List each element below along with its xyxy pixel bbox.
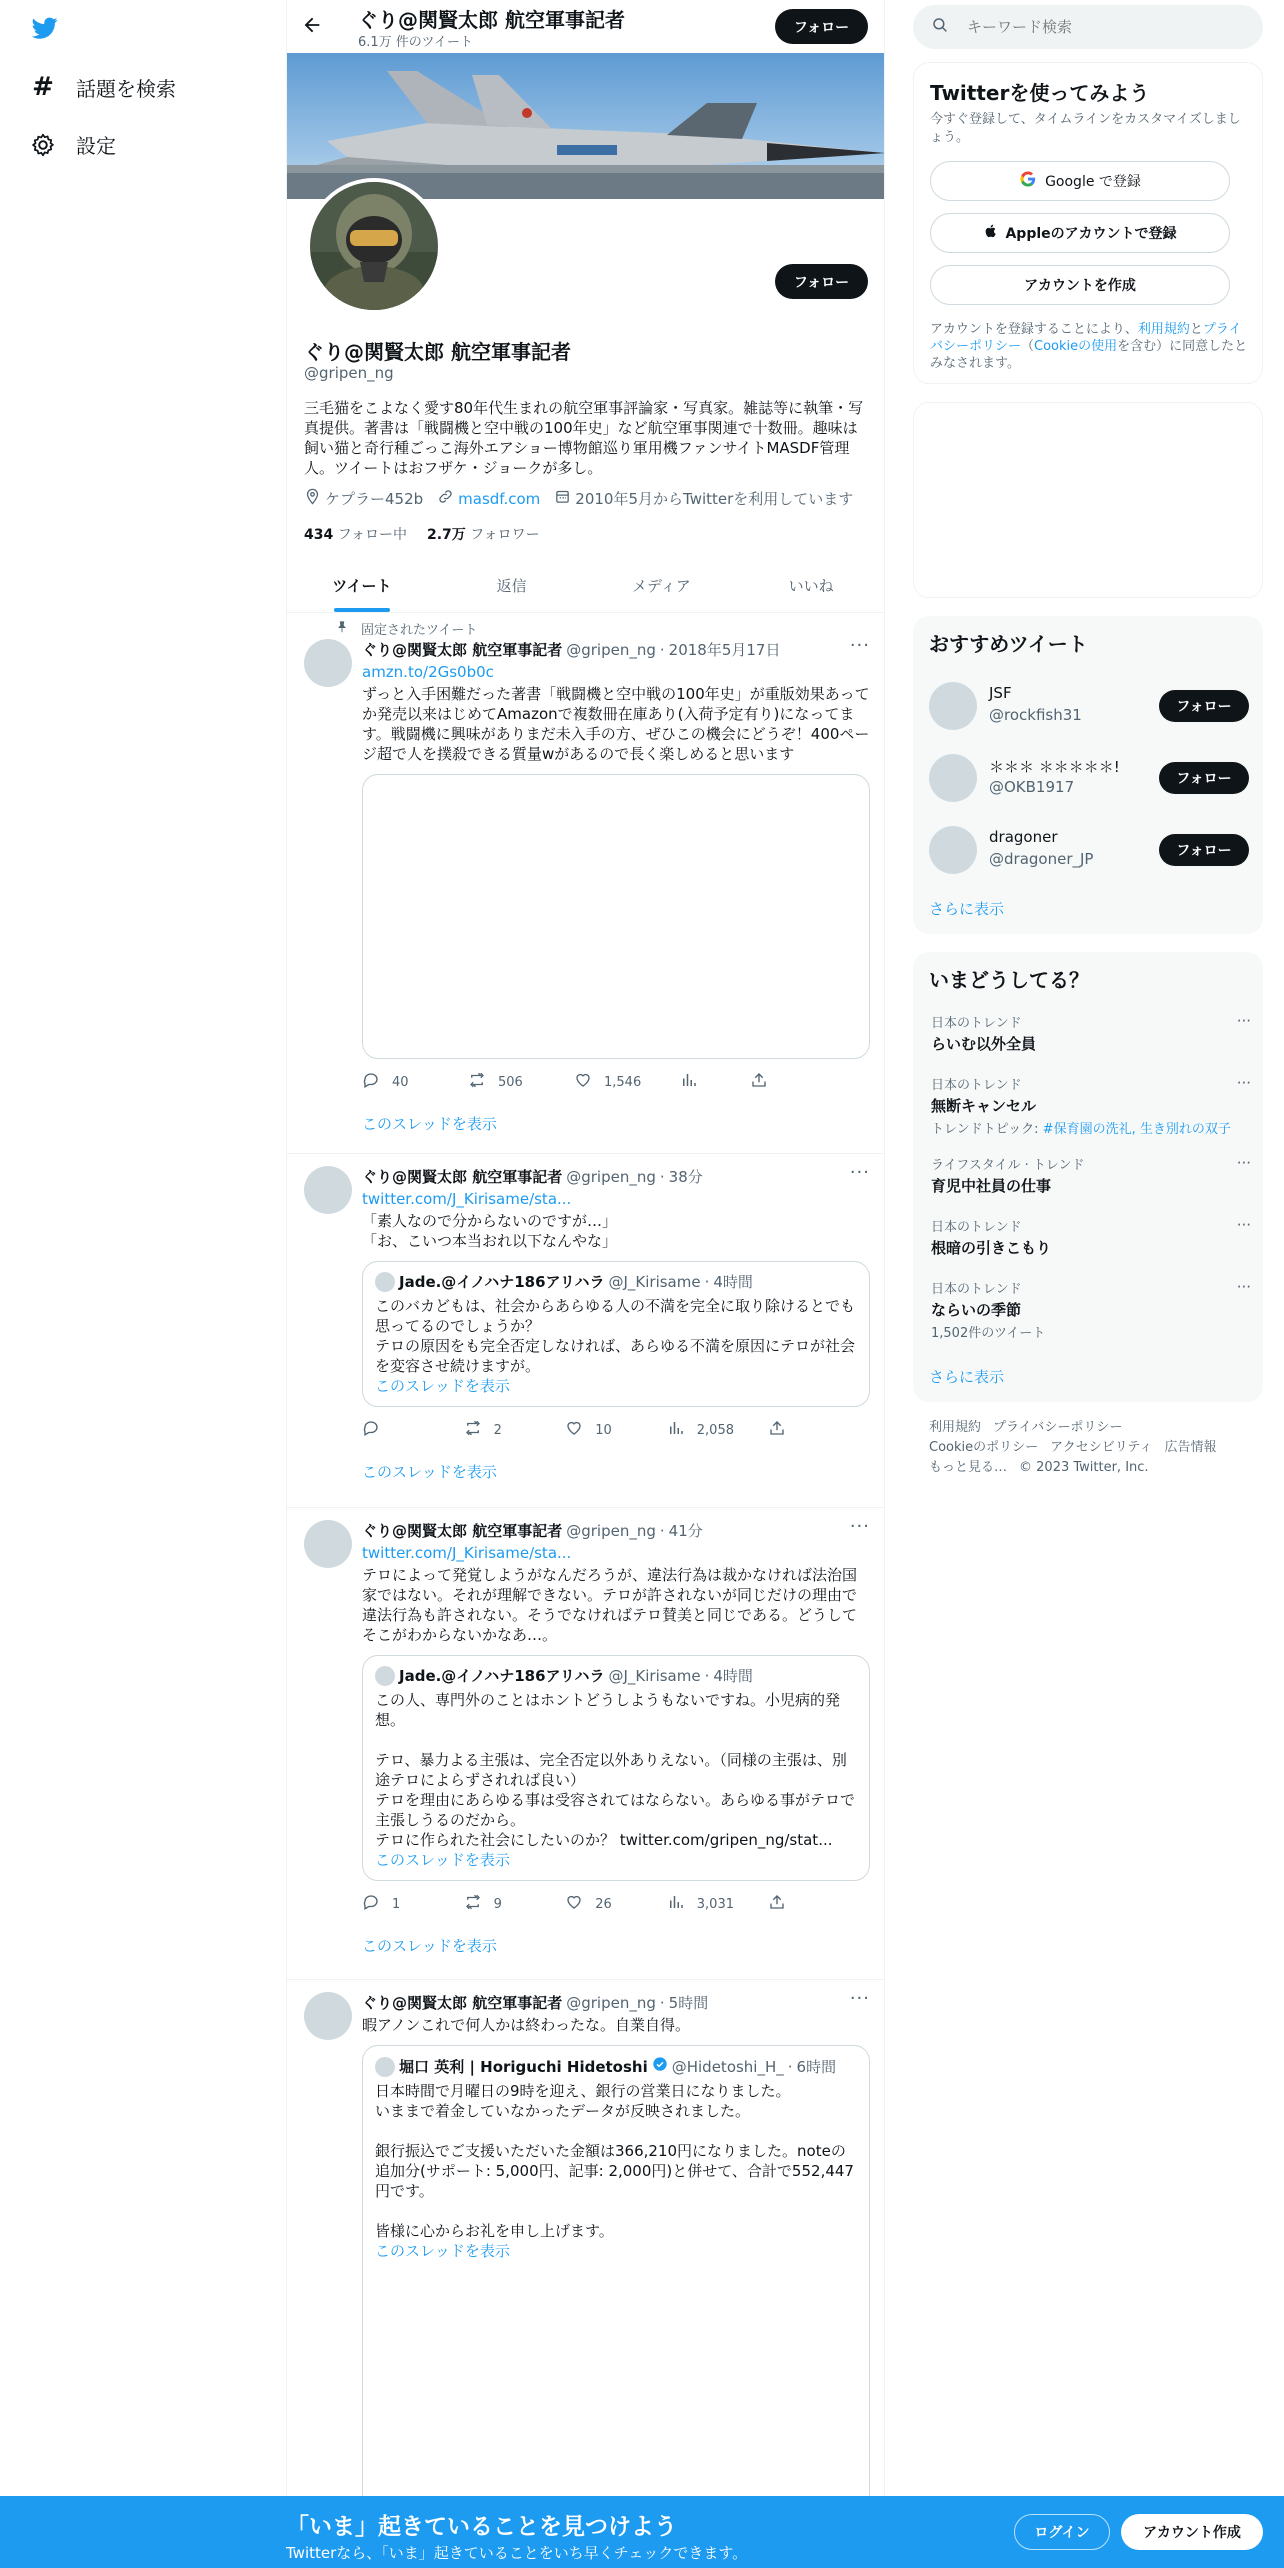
retweet-count: 506 xyxy=(498,1074,523,1090)
recommended-title: おすすめツイート xyxy=(929,632,1088,656)
tab-likes[interactable] xyxy=(736,560,885,612)
profile-location: ケプラー452b xyxy=(325,490,424,508)
like-button[interactable] xyxy=(565,1419,667,1441)
tweet-author-name[interactable]: ぐり@関賢太郎 航空軍事記者 xyxy=(362,641,563,659)
apple-signup-button[interactable] xyxy=(930,213,1230,253)
trend-item[interactable] xyxy=(931,1216,1251,1258)
trend-item[interactable] xyxy=(931,1154,1251,1196)
footer-link[interactable]: アクセシビリティ xyxy=(1050,1440,1153,1455)
recommended-user[interactable] xyxy=(929,676,1249,736)
signup-button[interactable]: アカウント作成 xyxy=(1121,2514,1263,2550)
pinned-indicator xyxy=(335,619,477,638)
empty-widget-card xyxy=(913,402,1263,598)
footer-link[interactable]: 利用規約 xyxy=(929,1420,982,1435)
tweet-author-handle[interactable]: @gripen_ng xyxy=(566,1167,656,1186)
tweet-media-embed[interactable] xyxy=(362,774,870,1059)
tweet-avatar[interactable] xyxy=(304,1166,352,1214)
user-handle: @rockfish31 xyxy=(989,706,1082,724)
tweet-card[interactable]: 固定されたツイート ··· ぐり@関賢太郎 航空軍事記者 @gripen_ng · 2018年5月17日 amzn.to/2Gs0b0c ずっと入手困難だった著書「戦闘機と空中戦の100年史」が重版効果あってか発売以来はじめてAmazonで複数冊在庫あり(入荷予定有り)になってます。戦闘機に興味がありまだ未入手の方、ぜひこの機会にどうぞ！400ページ超で人を撲殺できる質量wがあるので長く楽しめると思います 40 506 1,546 このスレッドを表示 xyxy=(287,613,885,1154)
google-signup-button[interactable] xyxy=(930,161,1230,201)
recommended-user[interactable] xyxy=(929,748,1249,808)
user-name: JSF xyxy=(989,684,1012,702)
tweet-time[interactable]: 38分 xyxy=(668,1168,703,1186)
twitter-logo-icon[interactable] xyxy=(30,15,60,41)
nav-explore[interactable] xyxy=(30,72,176,102)
user-name: ＊＊＊ ＊＊＊＊＊! xyxy=(989,758,1120,776)
apple-icon xyxy=(983,223,999,243)
user-name: dragoner xyxy=(989,828,1058,846)
tweet-author-name[interactable]: ぐり@関賢太郎 航空軍事記者 xyxy=(362,1522,563,1540)
user-avatar[interactable] xyxy=(929,826,977,874)
google-signup-label: Google で登録 xyxy=(1045,174,1141,190)
tweet-link[interactable]: twitter.com/J_Kirisame/sta... xyxy=(362,1190,572,1208)
trend-more-icon[interactable]: ··· xyxy=(1236,1216,1251,1234)
tweet-text: 暇アノンこれで何人かは終わったな。自業自得。 xyxy=(362,2016,691,2034)
like-button[interactable] xyxy=(565,1893,667,1915)
heart-icon xyxy=(574,1071,592,1093)
bottom-bar-subtitle: Twitterなら、「いま」起きていることをいち早くチェックできます。 xyxy=(286,2544,748,2562)
share-button[interactable] xyxy=(768,1893,870,1915)
follow-button[interactable]: フォロー xyxy=(1159,690,1249,722)
trend-meta: 日本のトレンド xyxy=(931,1016,1022,1031)
tweet-card[interactable]: ··· ぐり@関賢太郎 航空軍事記者 @gripen_ng · 38分 twitter.com/J_Kirisame/sta... 「素人なので分からないのですが…」 「お、こいつ本当おれ以下なんやな」 Jade.@イノハナ186アリハラ @J_Kirisame · 4時間 このバカどもは、社会からあらゆる人の不満を完全に取り除けるとでも思ってるのでしょうか？ テロの原因をも完全否定しなければ、あらゆる不満を原因にテロが社会を変容させ続けますが。 このスレッドを表示 2 10 2,058 このスレッドを表示 xyxy=(287,1154,885,1508)
gear-icon xyxy=(30,132,56,158)
views-button[interactable] xyxy=(667,1893,769,1915)
trends-card xyxy=(913,952,1263,1402)
pinned-label: 固定されたツイート xyxy=(361,623,478,638)
profile-tabs xyxy=(287,560,885,613)
login-button[interactable]: ログイン xyxy=(1014,2514,1110,2550)
tweet-text-line: 「お、こいつ本当おれ以下なんやな」 xyxy=(362,1232,618,1250)
reply-count: 40 xyxy=(392,1074,409,1090)
quoted-text: このバカどもは、社会からあらゆる人の不満を完全に取り除けるとでも思ってるのでしょうか？ テロの原因をも完全否定しなければ、あらゆる不満を原因にテロが社会を変容させ続けますが。 xyxy=(375,1297,856,1375)
link-icon xyxy=(437,488,454,509)
trend-item[interactable] xyxy=(931,1012,1251,1054)
trend-more-icon[interactable]: ··· xyxy=(1236,1074,1251,1092)
user-handle: @OKB1917 xyxy=(989,778,1075,796)
profile-avatar[interactable] xyxy=(306,178,442,314)
quoted-avatar xyxy=(375,2057,395,2077)
profile-name: ぐり@関賢太郎 航空軍事記者 xyxy=(304,340,571,364)
tweet-author-name[interactable]: ぐり@関賢太郎 航空軍事記者 xyxy=(362,1994,563,2012)
trend-meta: 日本のトレンド xyxy=(931,1282,1022,1297)
footer-copyright: © 2023 Twitter, Inc. xyxy=(1019,1460,1149,1475)
quoted-author-name: 堀口 英利 | Horiguchi Hidetoshi xyxy=(399,2057,648,2076)
header-name: ぐり@関賢太郎 航空軍事記者 xyxy=(358,8,625,32)
share-icon xyxy=(768,1419,786,1441)
views-icon xyxy=(667,1893,685,1915)
back-arrow-icon[interactable] xyxy=(301,14,325,38)
footer-link[interactable]: プライバシーポリシー xyxy=(993,1420,1123,1435)
nav-settings-label: 設定 xyxy=(76,134,116,158)
trend-item[interactable] xyxy=(931,1278,1251,1341)
tweet-author-handle[interactable]: @gripen_ng xyxy=(566,640,656,659)
recommended-tweets-card xyxy=(913,616,1263,934)
legal-suffix: を含む）に同意したとみなされます。 xyxy=(930,339,1248,371)
tab-tweets[interactable] xyxy=(287,560,437,612)
user-handle: @dragoner_JP xyxy=(989,850,1094,868)
profile-meta xyxy=(304,488,853,509)
more-options-icon[interactable]: ··· xyxy=(849,1162,870,1183)
like-count: 26 xyxy=(595,1896,612,1912)
followers-label: フォロワー xyxy=(470,527,540,543)
tweet-text: テロによって発覚しようがなんだろうが、違法行為は裁かなければ法治国家ではない。それが理解できない。テロが許されないが同じだけの理由で違法行為も許されない。そうでなければテロ賛美と同じである。どうしてそこがわからないかなあ…。 xyxy=(362,1566,858,1644)
profile-bio: 三毛猫をこよなく愛す80年代生まれの航空軍事評論家・写真家。雑誌等に執筆・写真提供。著書は「戦闘機と空中戦の100年史」など航空軍事関連で十数冊。趣味は飼い猫と奇行種ごっこ海外エアショー博物館巡り軍用機ファンサイトMASDF管理人。ツイートはおフザケ・ジョークが多し。 xyxy=(304,399,864,477)
tweet-time[interactable]: 41分 xyxy=(668,1522,703,1540)
search-icon xyxy=(931,16,949,38)
analytics-icon xyxy=(680,1071,698,1093)
recommended-user[interactable] xyxy=(929,820,1249,880)
quoted-author-name: Jade.@イノハナ186アリハラ xyxy=(399,1667,605,1685)
retweet-count: 9 xyxy=(493,1896,502,1912)
tweet-card[interactable]: ··· ぐり@関賢太郎 航空軍事記者 @gripen_ng · 5時間 暇アノンこれで何人かは終わったな。自業自得。 堀口 英利 | Horiguchi Hidetoshi @Hidetoshi_H_ · 6時間 日本時間で月曜日の9時を迎え、銀行の営業日になりました。 いままで着金していなかったデータが反映されました。 銀行振込でご支援いただいた金額は366,210円になりました。noteの追加分(サポート: 5,000円、記事: 2,000円)と併せて、合計で552,447円です。 皆様に心からお礼を申し上げます。 このスレッドを表示 xyxy=(287,1980,885,2568)
more-options-icon[interactable]: ··· xyxy=(849,635,870,656)
trend-meta: ライフスタイル · トレンド xyxy=(931,1158,1085,1173)
verified-badge-icon xyxy=(652,2056,668,2077)
tweet-link[interactable]: twitter.com/J_Kirisame/sta... xyxy=(362,1544,572,1562)
trend-tweet-count: 1,502件のツイート xyxy=(931,1326,1046,1341)
signup-title: Twitterを使ってみよう xyxy=(930,81,1150,105)
tweet-avatar[interactable] xyxy=(304,1520,352,1568)
share-icon xyxy=(768,1893,786,1915)
create-account-button[interactable]: アカウントを作成 xyxy=(930,265,1230,305)
retweet-button[interactable] xyxy=(464,1893,566,1915)
follow-button[interactable]: フォロー xyxy=(1159,762,1249,794)
retweet-button[interactable] xyxy=(468,1071,574,1093)
hashtag-icon: # xyxy=(32,72,54,102)
views-count: 3,031 xyxy=(696,1896,734,1912)
cookie-link[interactable]: Cookieの使用 xyxy=(1034,339,1118,354)
tab-media-label: メディア xyxy=(631,577,691,595)
show-thread-link[interactable]: このスレッドを表示 xyxy=(362,1937,497,1955)
retweet-icon xyxy=(464,1893,482,1915)
tab-active-indicator xyxy=(334,608,390,612)
following-label: フォロー中 xyxy=(337,527,407,543)
show-thread-link[interactable]: このスレッドを表示 xyxy=(362,1463,497,1481)
quoted-tweet[interactable]: Jade.@イノハナ186アリハラ @J_Kirisame · 4時間 この人、専門外のことはホントどうしようもないですね。小児病的発想。 テロ、暴力よる主張は、完全否定以外ありえない。（同様の主張は、別途テロによらずされれば良い） テロを理由にあらゆる事は受容されてはならない。あらゆる事がテロで主張しうるのだから。 テロに作られた社会にしたいのか？ twitter.com/gripen_ng/stat... このスレッドを表示 xyxy=(362,1655,870,1881)
trend-name: 育児中社員の仕事 xyxy=(931,1177,1052,1195)
reply-icon xyxy=(362,1071,380,1093)
search-box[interactable] xyxy=(913,5,1263,49)
following-count: 434 xyxy=(304,527,334,543)
quoted-text: この人、専門外のことはホントどうしようもないですね。小児病的発想。 テロ、暴力よる主張は、完全否定以外ありえない。（同様の主張は、別途テロによらずされれば良い） テロを理由にあらゆる事は受容されてはならない。あらゆる事がテロで主張しうるのだから。 テロに作られた社会にしたいのか？ twitter.com/gripen_ng/stat... xyxy=(375,1691,856,1849)
quoted-author-handle: @J_Kirisame xyxy=(608,1667,701,1685)
reply-count: 1 xyxy=(392,1896,401,1912)
show-thread-link[interactable]: このスレッドを表示 xyxy=(362,1115,497,1133)
header-tweet-count: 6.1万 件のツイート xyxy=(358,35,473,50)
calendar-icon xyxy=(554,488,571,509)
tweet-text-line: 「素人なので分からないのですが…」 xyxy=(362,1212,618,1230)
tab-replies-label: 返信 xyxy=(496,577,527,595)
profile-url[interactable]: masdf.com xyxy=(458,489,541,508)
tweet-author-handle[interactable]: @gripen_ng xyxy=(566,1993,656,2012)
trends-show-more[interactable]: さらに表示 xyxy=(929,1368,1005,1386)
nav-explore-label: 話題を検索 xyxy=(76,76,176,101)
like-count: 1,546 xyxy=(604,1074,642,1090)
quoted-text: 日本時間で月曜日の9時を迎え、銀行の営業日になりました。 いままで着金していなかったデータが反映されました。 銀行振込でご支援いただいた金額は366,210円になりました。noteの追加分(サポート: 5,000円、記事: 2,000円)と併せて、合計で552,447円です。 皆様に心からお礼を申し上げます。 xyxy=(375,2082,854,2240)
share-icon xyxy=(750,1071,768,1093)
trend-name: ならいの季節 xyxy=(931,1301,1022,1319)
reply-icon xyxy=(362,1893,380,1915)
tab-replies[interactable] xyxy=(437,560,587,612)
legal-and: と xyxy=(1189,322,1203,337)
followers-link[interactable] xyxy=(427,524,540,544)
quoted-show-thread-link[interactable]: このスレッドを表示 xyxy=(375,1851,510,1869)
quoted-time: 4時間 xyxy=(713,1273,753,1291)
nav-settings[interactable] xyxy=(30,130,116,159)
quoted-avatar xyxy=(375,1666,395,1686)
tweet-card[interactable]: ··· ぐり@関賢太郎 航空軍事記者 @gripen_ng · 41分 twitter.com/J_Kirisame/sta... テロによって発覚しようがなんだろうが、違法行為は裁かなければ法治国家ではない。それが理解できない。テロが許されないが同じだけの理由で違法行為も許されない。そうでなければテロ賛美と同じである。どうしてそこがわからないかなあ…。 Jade.@イノハナ186アリハラ @J_Kirisame · 4時間 この人、専門外のことはホントどうしようもないですね。小児病的発想。 テロ、暴力よる主張は、完全否定以外ありえない。（同様の主張は、別途テロによらずされれば良い） テロを理由にあらゆる事は受容されてはならない。あらゆる事がテロで主張しうるのだから。 テロに作られた社会にしたいのか？ twitter.com/gripen_ng/stat... このスレッドを表示 1 9 26 3,031 このスレッドを表示 xyxy=(287,1508,885,1980)
reply-button[interactable] xyxy=(362,1071,468,1093)
signup-card xyxy=(913,62,1263,384)
like-count: 10 xyxy=(595,1422,612,1438)
reply-button[interactable] xyxy=(362,1419,464,1441)
quoted-author-handle: @J_Kirisame xyxy=(608,1273,701,1291)
header-follow-button[interactable]: フォロー xyxy=(775,9,868,44)
left-nav xyxy=(0,0,286,2568)
retweet-button[interactable] xyxy=(464,1419,566,1441)
reply-button[interactable] xyxy=(362,1893,464,1915)
tweet-time[interactable]: 2018年5月17日 xyxy=(668,641,781,659)
tweet-avatar[interactable] xyxy=(304,639,352,687)
tweet-time[interactable]: 5時間 xyxy=(668,1994,709,2012)
user-avatar[interactable] xyxy=(929,682,977,730)
quoted-tweet[interactable]: Jade.@イノハナ186アリハラ @J_Kirisame · 4時間 このバカどもは、社会からあらゆる人の不満を完全に取り除けるとでも思ってるのでしょうか？ テロの原因をも完全否定しなければ、あらゆる不満を原因にテロが社会を変容させ続けますが。 このスレッドを表示 xyxy=(362,1261,870,1407)
views-count: 2,058 xyxy=(696,1422,734,1438)
trend-meta: 日本のトレンド xyxy=(931,1078,1022,1093)
tab-media[interactable] xyxy=(587,560,737,612)
trend-more-icon[interactable]: ··· xyxy=(1236,1278,1251,1296)
heart-icon xyxy=(565,1893,583,1915)
footer-link[interactable]: もっと見る… xyxy=(929,1460,1008,1475)
profile-column xyxy=(286,0,885,2568)
trend-name: 根暗の引きこもり xyxy=(931,1239,1052,1257)
retweet-icon xyxy=(468,1071,486,1093)
tweet-author-handle[interactable]: @gripen_ng xyxy=(566,1521,656,1540)
quoted-show-thread-link[interactable]: このスレッドを表示 xyxy=(375,1377,510,1395)
tab-tweets-label: ツイート xyxy=(332,577,392,595)
tweet-avatar[interactable] xyxy=(304,1992,352,2040)
profile-joined: 2010年5月からTwitterを利用しています xyxy=(575,490,854,508)
trend-item[interactable] xyxy=(931,1074,1251,1137)
quoted-time: 4時間 xyxy=(713,1667,753,1685)
trend-more-icon[interactable]: ··· xyxy=(1236,1012,1251,1030)
terms-link[interactable]: 利用規約 xyxy=(1137,322,1190,337)
more-options-icon[interactable]: ··· xyxy=(849,1516,870,1537)
quoted-author-name: Jade.@イノハナ186アリハラ xyxy=(399,1273,605,1291)
trend-name: らいむ以外全員 xyxy=(931,1035,1037,1053)
profile-follow-button[interactable]: フォロー xyxy=(775,264,868,299)
quoted-tweet[interactable]: 堀口 英利 | Horiguchi Hidetoshi @Hidetoshi_H_ · 6時間 日本時間で月曜日の9時を迎え、銀行の営業日になりました。 いままで着金していなかったデータが反映されました。 銀行振込でご支援いただいた金額は366,210円になりました。noteの追加分(サポート: 5,000円、記事: 2,000円)と併せて、合計で552,447円です。 皆様に心からお礼を申し上げます。 このスレッドを表示 xyxy=(362,2045,870,2565)
views-button[interactable] xyxy=(667,1419,769,1441)
trend-more-icon[interactable]: ··· xyxy=(1236,1154,1251,1172)
profile-follow-stats xyxy=(304,524,540,544)
share-button[interactable] xyxy=(768,1419,870,1441)
user-avatar[interactable] xyxy=(929,754,977,802)
retweet-icon xyxy=(464,1419,482,1441)
search-input[interactable] xyxy=(967,18,1227,36)
tweet-link[interactable]: amzn.to/2Gs0b0c xyxy=(362,663,494,681)
bottom-signup-bar xyxy=(0,2496,1284,2568)
privacy-link[interactable]: プライバシーポリシー xyxy=(930,322,1242,354)
apple-signup-label: Appleのアカウントで登録 xyxy=(1005,226,1177,242)
more-options-icon[interactable]: ··· xyxy=(849,1988,870,2009)
legal-paren: （ xyxy=(1021,339,1035,354)
views-icon xyxy=(667,1419,685,1441)
trend-meta: 日本のトレンド xyxy=(931,1220,1022,1235)
trends-title: いまどうしてる？ xyxy=(929,968,1089,992)
follow-button[interactable]: フォロー xyxy=(1159,834,1249,866)
location-icon xyxy=(304,488,321,509)
pin-icon xyxy=(335,620,349,638)
analytics-button[interactable] xyxy=(680,1071,750,1093)
quoted-show-thread-link[interactable]: このスレッドを表示 xyxy=(375,2242,510,2260)
tab-likes-label: いいね xyxy=(788,577,834,595)
heart-icon xyxy=(565,1419,583,1441)
legal-prefix: アカウントを登録することにより、 xyxy=(930,322,1138,337)
footer-links xyxy=(929,1418,1249,1478)
signup-subtitle: 今すぐ登録して、タイムラインをカスタマイズしましょう。 xyxy=(930,112,1241,145)
signup-legal xyxy=(930,321,1248,372)
profile-header-bar xyxy=(287,0,885,53)
tweet-author-name[interactable]: ぐり@関賢太郎 航空軍事記者 xyxy=(362,1168,563,1186)
footer-link[interactable]: Cookieのポリシー xyxy=(929,1440,1039,1455)
following-link[interactable] xyxy=(304,524,407,544)
quoted-time: 6時間 xyxy=(796,2057,837,2076)
share-button[interactable] xyxy=(750,1071,856,1093)
followers-count: 2.7万 xyxy=(427,527,466,543)
tweet-text: ずっと入手困難だった著書「戦闘機と空中戦の100年史」が重版効果あってか発売以来はじめてAmazonで複数冊在庫あり(入荷予定有り)になってます。戦闘機に興味がありまだ未入手の方、ぜひこの機会にどうぞ！400ページ超で人を撲殺できる質量wがあるので長く楽しめると思います xyxy=(362,685,870,763)
like-button[interactable] xyxy=(574,1071,680,1093)
reply-icon xyxy=(362,1419,380,1441)
trend-topics-links[interactable]: #保育園の洗礼, 生き別れの双子 xyxy=(1042,1122,1231,1137)
bottom-bar-title: 「いま」起きていることを見つけよう xyxy=(286,2514,677,2540)
google-icon xyxy=(1019,170,1037,192)
quoted-author-handle: @Hidetoshi_H_ xyxy=(671,2057,784,2076)
retweet-count: 2 xyxy=(493,1422,502,1438)
trend-topics-prefix: トレンドトピック: xyxy=(931,1122,1043,1137)
recommended-show-more[interactable]: さらに表示 xyxy=(929,900,1005,918)
quoted-avatar xyxy=(375,1272,395,1292)
profile-handle: @gripen_ng xyxy=(304,364,394,382)
trend-topics xyxy=(931,1118,1251,1137)
trend-name: 無断キャンセル xyxy=(931,1097,1037,1115)
footer-link[interactable]: 広告情報 xyxy=(1164,1440,1217,1455)
